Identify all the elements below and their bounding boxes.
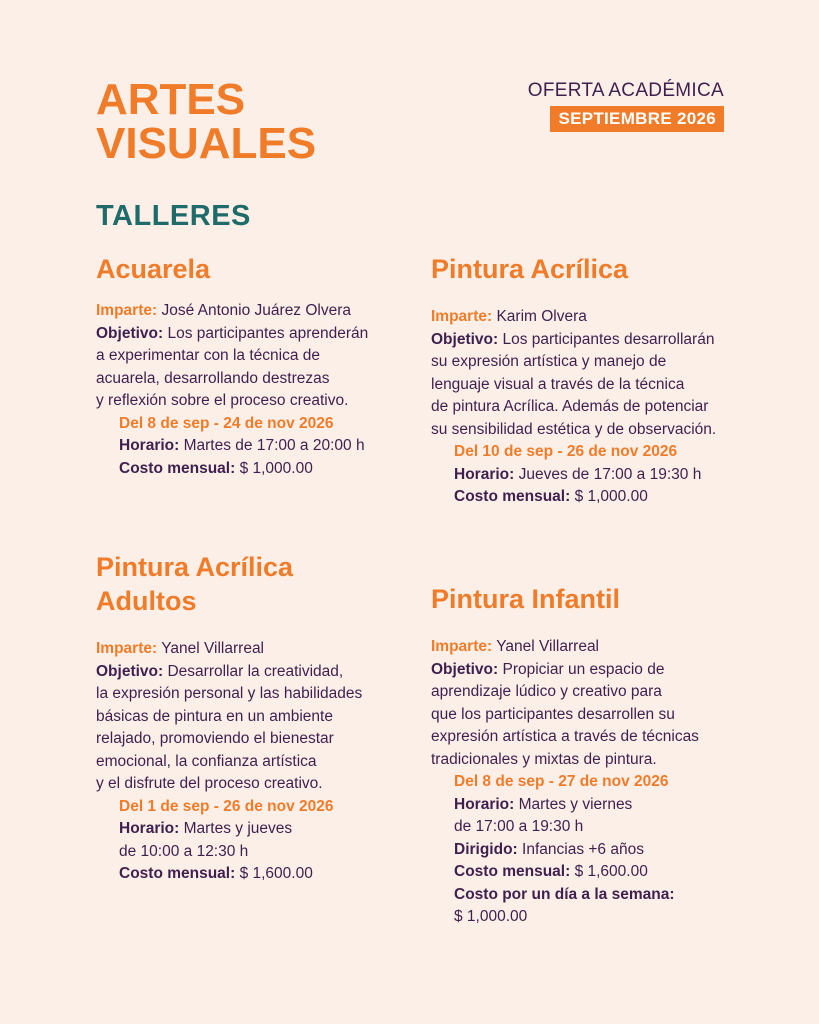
course-dates: Del 8 de sep - 27 de nov 2026 [454, 773, 669, 790]
page-title-line: ARTES [96, 75, 246, 124]
course-title-line: Pintura Acrílica [96, 552, 294, 582]
academic-offer [528, 80, 724, 132]
course-title-line: Pintura Infantil [431, 584, 620, 614]
course-dates: Del 8 de sep - 24 de nov 2026 [119, 414, 334, 432]
objective-line: y reflexión sobre el proceso creativo. [96, 392, 349, 409]
schedule-value: Martes de 17:00 a 20:00 h [183, 437, 365, 454]
instructor-label: Imparte: [431, 638, 493, 655]
schedule-value: Martes y jueves [183, 820, 293, 837]
objective-label: Objetivo: [96, 324, 164, 342]
objective [96, 661, 396, 796]
cost-row [454, 861, 731, 884]
instructor-label: Imparte: [96, 302, 158, 319]
schedule-value-line: de 17:00 a 19:30 h [454, 818, 584, 835]
instructor-name: Yanel Villarreal [496, 638, 600, 655]
course-card-pintura-infantil [431, 582, 731, 929]
objective-line: Los participantes aprenderán [167, 324, 369, 342]
instructor-row [96, 638, 396, 661]
schedule-value-line: de 10:00 a 12:30 h [119, 842, 249, 860]
cost-row [119, 863, 396, 886]
instructor-row [431, 636, 731, 659]
course-title [96, 252, 396, 286]
schedule-label: Horario: [454, 795, 515, 813]
cost-per-day-row [454, 884, 731, 907]
page-title-line: VISUALES [96, 119, 317, 168]
course-dates: Del 10 de sep - 26 de nov 2026 [454, 443, 678, 460]
schedule-label: Horario: [454, 465, 515, 483]
objective-line: tradicionales y mixtas de pintura. [431, 750, 657, 768]
schedule-row [454, 794, 731, 817]
course-title [431, 582, 731, 616]
cost-value: $ 1,000.00 [574, 488, 648, 505]
cost-label: Costo mensual: [119, 459, 236, 477]
objective-label: Objetivo: [431, 330, 499, 348]
audience-value: Infancias +6 años [522, 840, 644, 858]
cost-label: Costo mensual: [454, 488, 571, 505]
course-title-line: Pintura Acrílica [431, 254, 629, 284]
objective-line: relajado, promoviendo el bienestar [96, 730, 334, 747]
objective-line: emocional, la confianza artística [96, 752, 317, 770]
schedule-row [119, 818, 396, 841]
cost-label: Costo mensual: [454, 863, 571, 880]
objective-line: que los participantes desarrollen su [431, 705, 675, 723]
course-dates: Del 1 de sep - 26 de nov 2026 [119, 797, 334, 815]
objective [96, 323, 396, 413]
cost-value: $ 1,600.00 [574, 863, 648, 880]
instructor-row [96, 300, 396, 323]
course-title [96, 550, 396, 618]
instructor-label: Imparte: [431, 308, 493, 325]
objective-label: Objetivo: [96, 662, 164, 680]
page-title [96, 75, 317, 168]
schedule-row [454, 464, 731, 487]
objective-label: Objetivo: [431, 660, 499, 678]
objective-line: Desarrollar la creatividad, [167, 662, 344, 680]
objective-line: expresión artística a través de técnicas [431, 728, 699, 745]
cost-label: Costo mensual: [119, 865, 236, 882]
offer-label: OFERTA ACADÉMICA [527, 80, 724, 101]
objective-line: lenguaje visual a través de la técnica [431, 375, 685, 393]
instructor-name: Yanel Villarreal [161, 640, 265, 657]
objective-line: de pintura Acrílica. Además de potenciar [431, 398, 709, 415]
schedule-value: Jueves de 17:00 a 19:30 h [518, 465, 702, 483]
schedule-label: Horario: [119, 820, 180, 837]
objective-line: acuarela, desarrollando destrezas [96, 369, 330, 387]
objective-line: a experimentar con la técnica de [96, 347, 321, 364]
objective-line: y el disfrute del proceso creativo. [96, 775, 323, 792]
cost-row [454, 486, 731, 509]
offer-date-badge: SEPTIEMBRE 2026 [550, 106, 724, 132]
objective-line: básicas de pintura en un ambiente [96, 707, 333, 725]
section-title: TALLERES [96, 200, 251, 232]
instructor-name: José Antonio Juárez Olvera [161, 302, 352, 319]
objective-line: Propiciar un espacio de [502, 660, 665, 678]
course-card-pintura-acrilica-adultos [96, 550, 396, 886]
audience-label: Dirigido: [454, 840, 518, 858]
schedule-row [119, 435, 396, 458]
instructor-row [431, 306, 731, 329]
course-card-acuarela [96, 252, 396, 480]
cost-value: $ 1,000.00 [239, 459, 313, 477]
objective [431, 659, 731, 772]
course-title-line: Adultos [96, 586, 197, 616]
course-title [431, 252, 731, 286]
objective-line: su sensibilidad estética y de observación. [431, 420, 717, 438]
objective-line: Los participantes desarrollarán [502, 330, 715, 348]
objective [431, 329, 731, 442]
instructor-label: Imparte: [96, 640, 158, 657]
objective-line: la expresión personal y las habilidades [96, 685, 363, 702]
cost-value: $ 1,600.00 [239, 865, 313, 882]
schedule-label: Horario: [119, 437, 180, 454]
cost-per-day-value: $ 1,000.00 [454, 908, 528, 925]
course-title-line: Acuarela [96, 254, 211, 284]
objective-line: su expresión artística y manejo de [431, 353, 667, 370]
objective-line: aprendizaje lúdico y creativo para [431, 683, 662, 700]
cost-row [119, 458, 396, 481]
audience-row [454, 839, 731, 862]
course-card-pintura-acrilica [431, 252, 731, 509]
schedule-value: Martes y viernes [518, 795, 633, 813]
instructor-name: Karim Olvera [496, 308, 587, 325]
cost-per-day-label: Costo por un día a la semana: [454, 885, 675, 903]
